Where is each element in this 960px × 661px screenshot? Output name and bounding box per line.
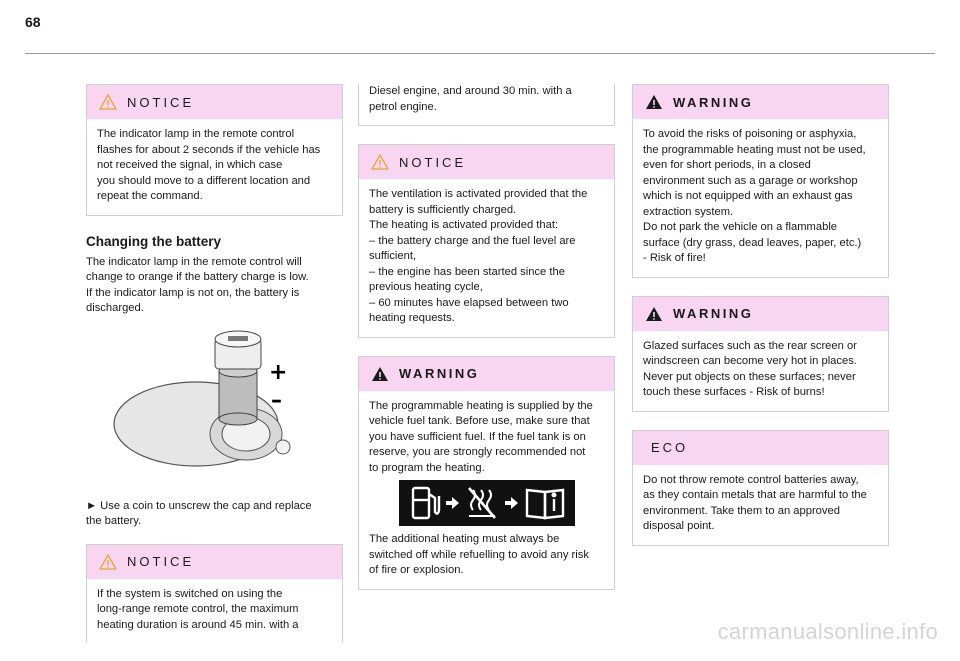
warning-title: WARNING [673,306,754,321]
section-paragraph: The indicator lamp in the remote control will change to orange if the battery charge is low. If the indicator lamp is not on, the battery is discharged. [86,255,309,314]
notice-title: NOTICE [127,94,195,110]
notice-header [359,145,614,179]
watermark-footer: carmanualsonline.info [717,619,938,644]
column-1 [86,84,343,661]
notice-box-1 [86,84,343,216]
notice-title: NOTICE [399,154,467,170]
notice-box-2 [86,544,343,644]
warning-text: The programmable heating is supplied by the vehicle fuel tank. Before use, make sure that you have sufficient fuel. If the fuel tank is on reserve, you are strongly recommended not to program the heating. The additional heating must always be switched off while refuelling to avoid any risk of fire or explosion. [369,399,593,576]
warning-header [633,297,888,331]
warning-box-3 [632,296,889,412]
caution-outline-icon [99,94,117,110]
notice-text: Diesel engine, and around 30 min. with a petrol engine. [369,85,572,113]
warning-header [633,85,888,119]
warning-filled-icon [371,366,389,382]
eco-title: ECO [651,440,689,455]
column-2 [358,84,615,608]
notice-text: The indicator lamp in the remote control flashes for about 2 seconds if the vehicle has not received the signal, in which case you should move to a different location and repeat the command. [97,128,321,202]
notice-title: NOTICE [127,554,195,569]
notice-text: The ventilation is activated provided that the battery is sufficiently charged. The heating is activated provided that: – the battery charge and the fuel level are sufficient, – the engine has been started since the previous heating cycle, – 60 minutes have elapsed between two heating requests. [369,188,588,324]
instruction-step: ► Use a coin to unscrew the cap and replace the battery. [86,499,312,527]
eco-box [632,430,889,546]
notice-text: If the system is switched on using the long-range remote control, the maximum heating duration is around 45 min. with a [97,587,299,631]
notice-continuation [358,84,615,126]
caution-outline-icon [371,154,389,170]
caution-outline-icon [99,554,117,570]
warning-title: WARNING [399,366,480,381]
warning-text: To avoid the risks of poisoning or asphyxia, the programmable heating must not be used, even for short periods, in a closed environment such as a garage or workshop which is not equipped with an exhaust gas extraction system. Do not park the vehicle on a flammable surface (dry grass, dead leaves, paper, etc.) - Risk of fire! [643,128,866,264]
warning-text: Glazed surfaces such as the rear screen or windscreen can become very hot in places. Never put objects on these surfaces; never touch these surfaces - Risk of burns! [643,339,857,398]
warning-title: WARNING [673,94,754,110]
warning-header [359,357,614,391]
refuel-heating-icon-strip [399,480,575,526]
top-rule [25,53,935,54]
eco-text: Do not throw remote control batteries away, as they contain metals that are harmful to the environment. Take them to an approved disposal point. [643,473,867,532]
minus-sign: – [271,387,282,413]
notice-header [87,545,342,579]
warning-box-2 [632,84,889,278]
warning-box-1 [358,356,615,590]
warning-filled-icon [645,306,663,322]
notice-header [87,85,342,119]
page-number: 68 [25,14,41,30]
remote-battery-illustration [111,329,301,489]
eco-header [633,431,888,465]
column-3 [632,84,889,564]
warning-filled-icon [645,94,663,110]
plus-sign: + [269,359,288,385]
notice-box-3 [358,144,615,338]
section-heading: Changing the battery [86,233,222,249]
